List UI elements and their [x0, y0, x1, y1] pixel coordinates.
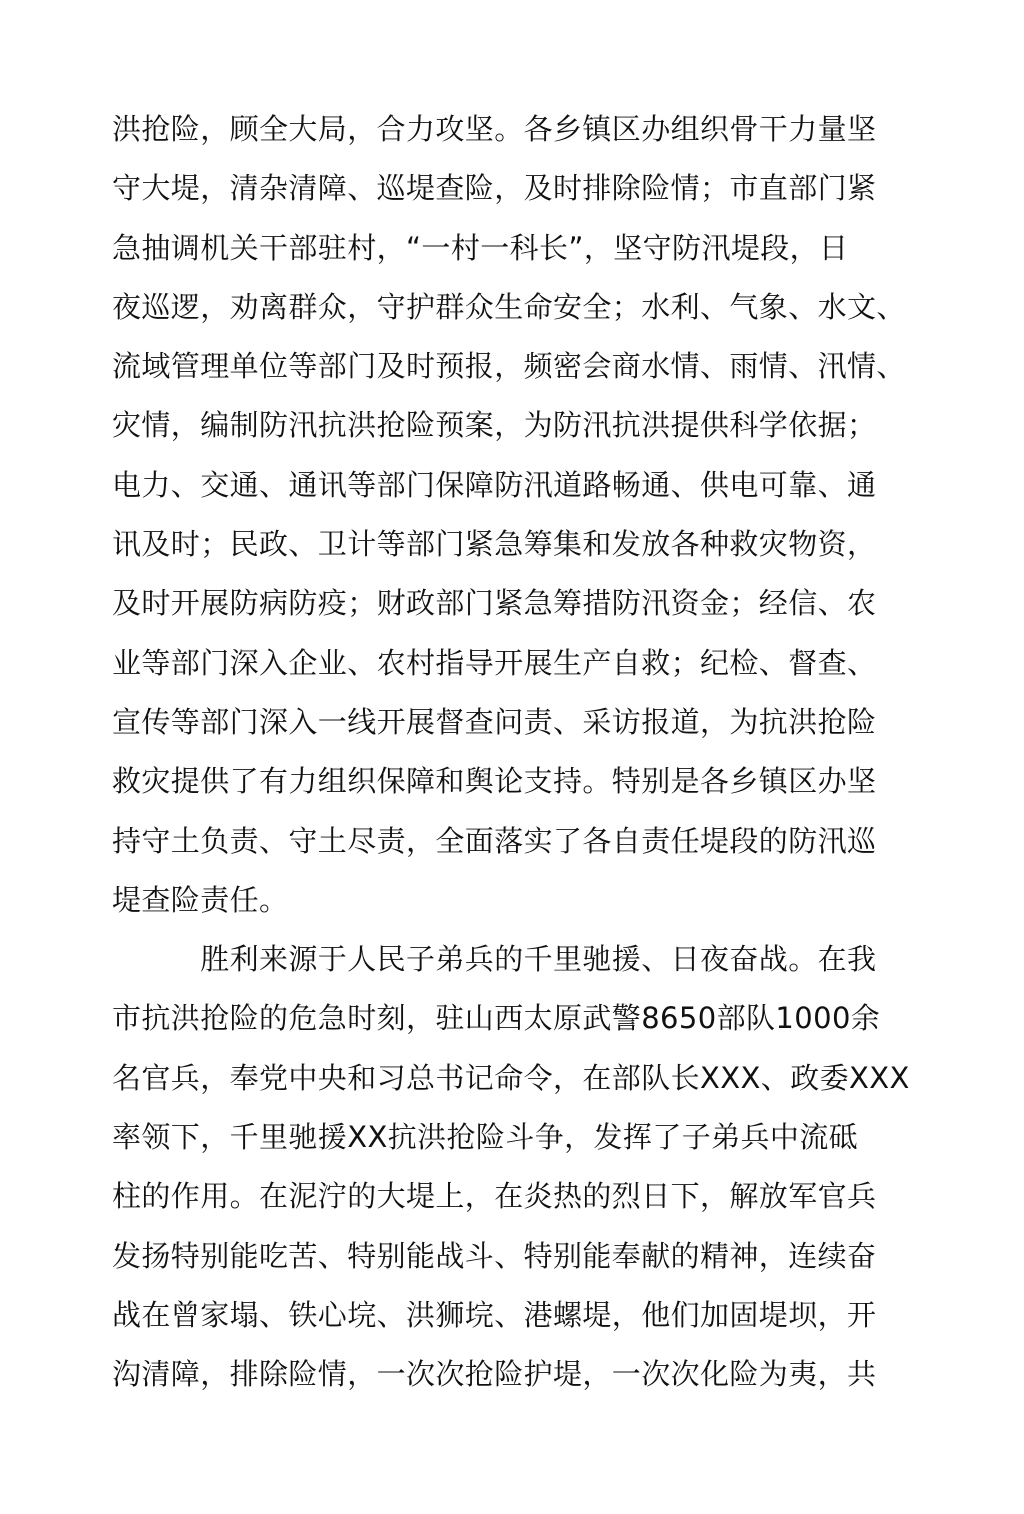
text-line: 洪抢险，顾全大局，合力攻坚。各乡镇区办组织骨干力量坚 — [112, 112, 877, 146]
text-line: 名官兵，奉党中央和习总书记命令，在部队长XXX、政委XXX — [112, 1060, 910, 1095]
text-line: 柱的作用。在泥泞的大堤上，在炎热的烈日下，解放军官兵 — [112, 1179, 877, 1214]
text-line: 及时开展防病防疫；财政部门紧急筹措防汛资金；经信、农 — [112, 586, 877, 621]
text-line: 沟清障，排除险情，一次次抢险护堤，一次次化险为夷，共 — [112, 1357, 877, 1392]
text-line: 流域管理单位等部门及时预报，频密会商水情、雨情、汛情、 — [112, 349, 906, 384]
text-line: 急抽调机关干部驻村，“一村一科长”，坚守防汛堤段，日 — [112, 230, 849, 265]
text-line: 救灾提供了有力组织保障和舆论支持。特别是各乡镇区办坚 — [112, 764, 877, 799]
text-line: 发扬特别能吃苦、特别能战斗、特别能奉献的精神，连续奋 — [112, 1238, 877, 1273]
text-line: 市抗洪抢险的危急时刻，驻山西太原武警8650部队1000余 — [112, 1001, 881, 1036]
text-line: 持守土负责、守土尽责，全面落实了各自责任堤段的防汛巡 — [112, 823, 877, 858]
text-line: 电力、交通、通讯等部门保障防汛道路畅通、供电可靠、通 — [112, 467, 877, 502]
text-line: 业等部门深入企业、农村指导开展生产自救；纪检、督查、 — [112, 645, 877, 680]
text-line: 率领下，千里驰援XX抗洪抢险斗争，发挥了子弟兵中流砥 — [112, 1120, 859, 1155]
text-line: 灾情，编制防汛抗洪抢险预案，为防汛抗洪提供科学依据； — [112, 408, 877, 443]
text-line: 守大堤，清杂清障、巡堤查险，及时排除险情；市直部门紧 — [112, 171, 877, 206]
body-text — [112, 100, 910, 1405]
text-line: 宣传等部门深入一线开展督查问责、采访报道，为抗洪抢险 — [112, 704, 877, 739]
text-line: 胜利来源于人民子弟兵的千里驰援、日夜奋战。在我 — [112, 942, 877, 977]
text-line: 战在曾家塌、铁心垸、洪狮垸、港螺堤，他们加固堤坝，开 — [112, 1297, 877, 1332]
text-line: 夜巡逻，劝离群众，守护群众生命安全；水利、气象、水文、 — [112, 289, 906, 324]
text-line: 讯及时；民政、卫计等部门紧急筹集和发放各种救灾物资， — [112, 527, 877, 562]
text-line: 堤查险责任。 — [112, 882, 289, 917]
